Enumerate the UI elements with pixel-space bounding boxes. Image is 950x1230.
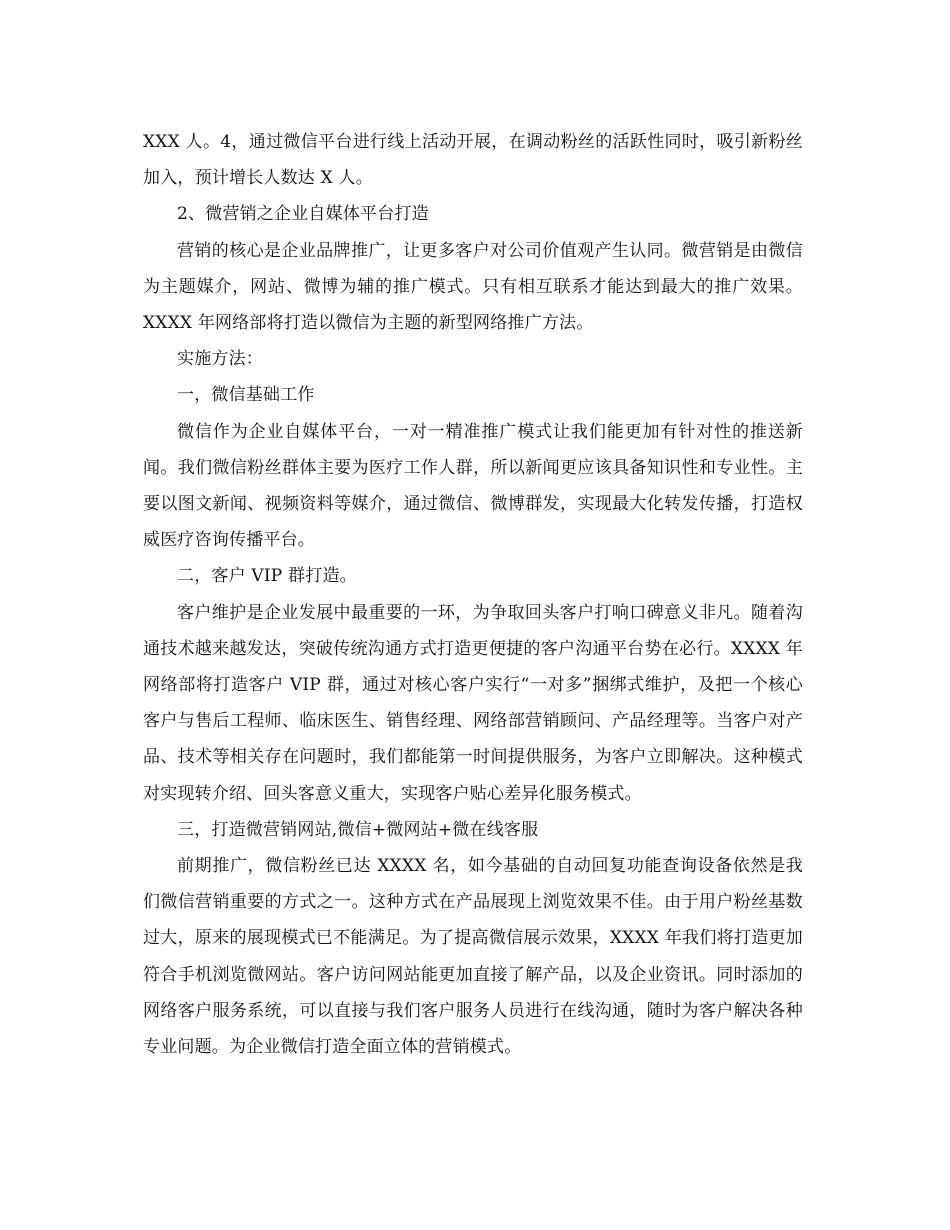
paragraph: 微信作为企业自媒体平台，一对一精准推广模式让我们能更加有针对性的推送新闻。我们微信粉丝群体主要为医疗工作人群，所以新闻更应该具备知识性和专业性。主要以图文新闻、视频资料等媒介，通过微信、微博群发，实现最大化转发传播，打造权威医疗咨询传播平台。	[143, 421, 803, 551]
paragraph: 前期推广，微信粉丝已达 XXXX 名，如今基础的自动回复功能查询设备依然是我们微信营销重要的方式之一。这种方式在产品展现上浏览效果不佳。由于用户粉丝基数过大，原来的展现模式已不能满足。为了提高微信展示效果，XXXX 年我们将打造更加符合手机浏览微网站。客户访问网站能更加直接了解产品，以及企业资讯。同时添加的网络客户服务系统，可以直接与我们客户服务人员进行在线沟通，随时为客户解决各种专业问题。为企业微信打造全面立体的营销模式。	[143, 856, 803, 1058]
section-heading-2: 2、微营销之企业自媒体平台打造	[177, 204, 429, 225]
subheading-wechat-basics: 一，微信基础工作	[177, 385, 315, 406]
paragraph: 客户维护是企业发展中最重要的一环，为争取回头客户打响口碑意义非凡。随着沟通技术越来越发达，突破传统沟通方式打造更便捷的客户沟通平台势在必行。XXXX 年网络部将打造客户 VIP 群，通过对核心客户实行“一对多”捆绑式维护，及把一个核心客户与售后工程师、临床医生、销售经理、网络部营销顾问、产品经理等。当客户对产品、技术等相关存在问题时，我们都能第一时间提供服务，为客户立即解决。这种模式对实现转介绍、回头客意义重大，实现客户贴心差异化服务模式。	[143, 602, 803, 804]
subheading-micro-site: 三，打造微营销网站,微信+微网站+微在线客服	[177, 819, 539, 840]
document-body	[143, 124, 803, 1065]
paragraph-continuation: XXX 人。4，通过微信平台进行线上活动开展，在调动粉丝的活跃性同时，吸引新粉丝加入，预计增长人数达 X 人。	[143, 132, 803, 189]
subheading-methods: 实施方法：	[177, 349, 263, 370]
paragraph: 营销的核心是企业品牌推广，让更多客户对公司价值观产生认同。微营销是由微信为主题媒介，网站、微博为辅的推广模式。只有相互联系才能达到最大的推广效果。XXXX 年网络部将打造以微信为主题的新型网络推广方法。	[143, 240, 803, 334]
subheading-vip-group: 二，客户 VIP 群打造。	[177, 566, 357, 587]
